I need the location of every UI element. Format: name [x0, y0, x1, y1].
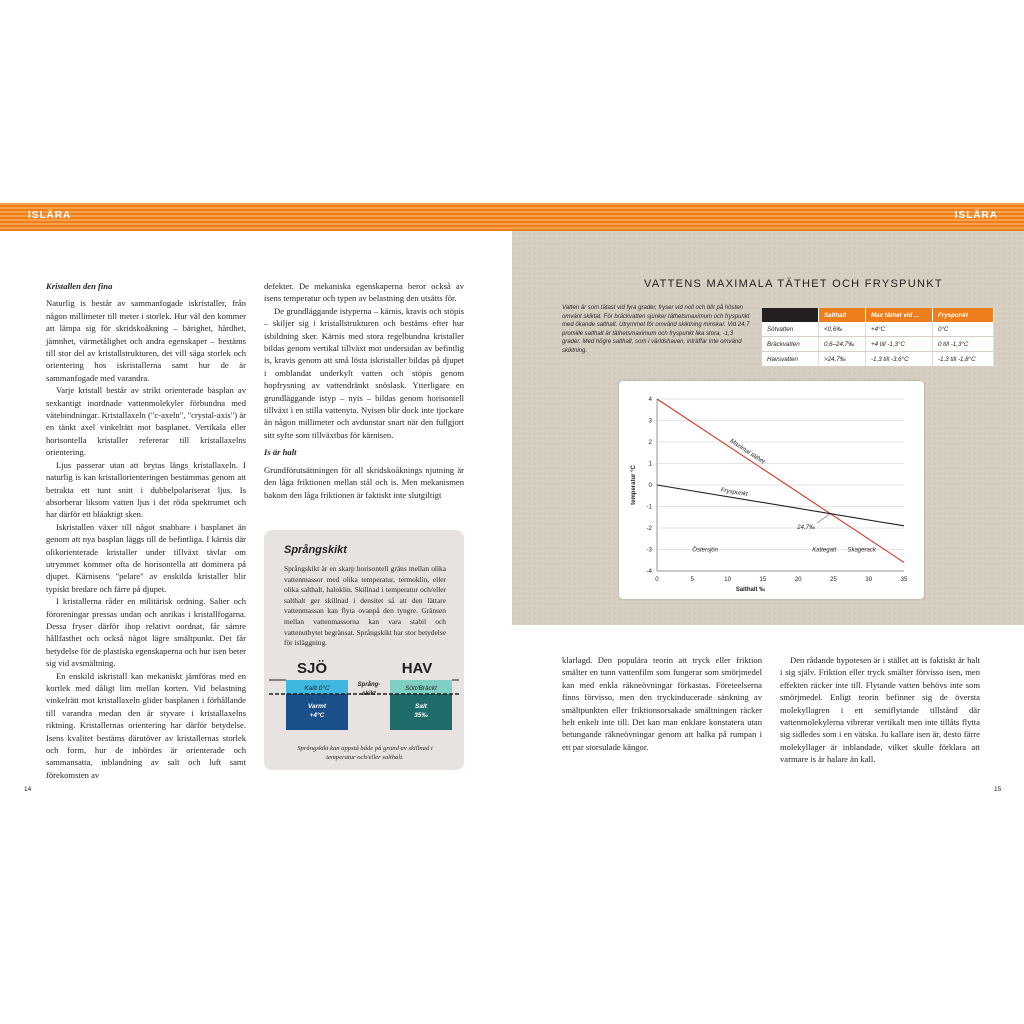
middle-text-2: skikt: [362, 691, 376, 697]
sidebox-caption: Språngskikt kan uppstå både på grund av skillnad i temperatur och/eller salthalt.: [297, 745, 433, 761]
table-header-row: [762, 308, 994, 322]
table-cell: >24,7‰: [819, 352, 866, 367]
paragraph: De grundläggande istyperna – kärnis, kravis och stöpis – skiljer sig i kristallstrukturen och bestäms efter hur isbildning sker. Kärnis med stora regelbundna kristaller bildas genom vertikal tillväxt mot undersidan av befintlig is, kravis genom att små lösta iskristaller bildas på djupet i omblandat underkylt vatten och stöpis genom hopfrysning av vattendränkt snöslask. Ytterligare en grundläggande istyp – nyis – bildas genom horisontell tillväxt i en stilla vattenyta. Nyisen blir dock inte tjockare än någon millimeter och avdunstar snart när den fullgjort sitt syfte som tillväxtbas för kärnisen.: [264, 305, 464, 440]
stratification-illustration: [264, 658, 464, 740]
section-heading: Kristallen den fina: [46, 281, 113, 291]
y-tick-label: -1: [646, 503, 652, 511]
left-column-2: [264, 280, 464, 501]
table-cell: -1,3 till -3,6°C: [866, 352, 933, 367]
x-tick-label: 10: [724, 576, 732, 583]
y-tick-label: 0: [648, 482, 652, 490]
x-tick-label: 25: [829, 576, 837, 583]
chapter-band: [0, 203, 1024, 231]
paragraph: Grundförutsättningen för all skridskoåknings njutning är den låga friktionen mellan stål och is. Men mekanismen bakom den låga friktionen är faktiskt inte slutgiltigt: [264, 464, 464, 500]
y-tick-label: -4: [646, 568, 652, 576]
paragraph: Ljus passerar utan att brytas längs kristallaxeln. I naturlig is kan kristallorienteringen bestämmas genom att betrakta ett tunt snitt i dubbelpolariserat ljus. Is absorberar liksom vatten ljus i det röda spektrumet och har därför ett blåaktigt sken.: [46, 459, 246, 520]
sidebox-title: Språngskikt: [284, 544, 347, 556]
right-column-1: [562, 654, 762, 753]
table-cell: Sötvatten: [762, 322, 819, 337]
y-tick-label: 4: [648, 396, 652, 404]
figure-description: Vatten är som tätast vid fyra grader, fryser vid noll och blir på hösten omvänt skiktat. För bräckvatten sjunker täthetsmaximum och fryspunkt med ökande salthalt. Utrymmet för omvänd skiktning minskar. Vid 24,7 promille salthalt är täthetsmaximum och fryspunkt lika stora, -1,3 grader. Med högre salthalt, som i världshaven, inträffar inte omvänd skiktning.: [562, 305, 750, 354]
left-column-1: [46, 280, 246, 781]
region-label: Skagerack: [847, 547, 876, 554]
middle-text-1: Språng-: [357, 682, 381, 688]
paragraph: Naturlig is består av sammanfogade iskristaller, från någon millimeter till meter i storlek. Hur väl den kommer att lämpa sig för skridskoåkning – bärighet, hårdhet, jämnhet, värmetålighet och andra egenskaper – bestäms till stor del av kristallstrukturen, det vill säga storlek och orientering hos iskristallerna samt hur de är sammanfogade med varandra.: [46, 298, 246, 383]
sidebar-box: [264, 530, 464, 770]
y-tick-label: 3: [648, 417, 652, 425]
table-cell: +4°C: [866, 322, 933, 337]
density-freezing-chart: [619, 381, 924, 599]
table-header-cell: Max täthet vid ...: [866, 308, 933, 322]
region-label: Kattegatt: [812, 547, 837, 554]
region-label: Östersjön: [692, 547, 718, 554]
paragraph: Den rådande hypotesen är i stället att is faktiskt är halt i sig själv. Friktion eller tryck smälter förvisso isen, men effekten räcker inte till. Flytande vatten behövs inte som smörjmedel. Enligt teorin befinner sig de översta molekyllagren i ett semiflytande tillstånd där vattenmolekylerna vibrerar vertikalt men inte tillåts flytta sig sidledes som i en vätska. Ju kallare isen är, desto färre molekyllager är inblandade, vilket skulle förklara att varmare is är halare än kall.: [780, 655, 980, 765]
table-cell: -1,3 till -1,8°C: [933, 352, 994, 367]
sjo-top-text: Kallt 0°C: [304, 685, 330, 692]
chapter-label-right: ISLÄRA: [954, 210, 998, 221]
hav-top-text: Sött/Bräckt: [405, 685, 437, 692]
paragraph: Iskristallen växer till något snabbare i basplanet än genom att nya basplan läggs till de befintliga. I kärnis där olikorienterade kristaller under tillväxt tävlar om utrymmet kommer ofta de horisontella att dominera på djupet. Kärnisens "pelare" av enskilda kristaller blir typiskt bredare och färre på djupet.: [46, 521, 246, 594]
freezing-point-line: [657, 485, 904, 526]
paragraph: En enskild iskristall kan mekaniskt jämföras med en kortlek med dåligt lim mellan korten. Vid belastning vinkelrätt mot kristallaxeln glider basplanen i förhållande till varandra medan den är styvare i kristallaxelns riktning. Kristallernas orientering har därför betydelse. Isens kvalitet bestäms därutöver av kristallernas storlek och form, hur de inbördes är orienterade och sammansatta, inblandning av salt och luft samt förekomsten av: [46, 670, 246, 780]
x-tick-label: 20: [794, 576, 802, 583]
right-column-2: [780, 654, 980, 766]
salinity-table: [762, 308, 994, 367]
table-cell: Bräckvatten: [762, 337, 819, 352]
annotation-leader: [817, 513, 831, 523]
table-cell: Havsvatten: [762, 352, 819, 367]
hav-bottom-text-1: Salt: [415, 703, 427, 710]
paragraph: klarlagd. Den populära teorin att tryck eller friktion smälter en tunn vattenfilm som fungerar som smörjmedel kan med enkla räkneövningar förkastas. Företeelserna finns förvisso, men den tryckinducerade sänkning av smältpunkten eller friktionsorsakade smältningen räcker helt enkelt inte till. Det kan man enklare konstatera utan betungande räkneövningar genom att halka på rumpan i ett par storsulade kängor.: [562, 655, 762, 752]
figure-panel: [512, 231, 1024, 625]
x-tick-label: 5: [690, 576, 695, 583]
table-cell: 0°C: [933, 322, 994, 337]
max-density-line: [657, 399, 904, 562]
table-header-cell: Salthalt: [819, 308, 866, 322]
figure-title: VATTENS MAXIMALA TÄTHET OCH FRYSPUNKT: [644, 278, 943, 290]
table-row: [762, 337, 994, 352]
table-cell: 0 till -1,3°C: [933, 337, 994, 352]
table-header-cell: Fryspunkt: [933, 308, 994, 322]
table-header-cell: [762, 308, 819, 322]
y-axis-label: temperatur °C: [631, 465, 637, 505]
annotation-label: 24,7‰: [797, 524, 815, 531]
table-cell: 0,6–24,7‰: [819, 337, 866, 352]
paragraph: Varje kristall består av strikt orienterade basplan av sexkantigt inordnade vattenmolekyler förbundna med vätebindningar. Kristallaxeln ("c-axeln", "crystal-axis") är en tänkt axel vinkelrätt mot basplanet. Vertikala eller horisontella kristaller refererar till kristallaxelns orientering.: [46, 385, 246, 458]
sjo-label: SJÖ: [296, 660, 328, 677]
x-tick-label: 0: [655, 576, 659, 583]
table-cell: +4 till -1,3°C: [866, 337, 933, 352]
chart-card: [619, 381, 924, 599]
table-row: [762, 352, 994, 367]
section-heading: Is är halt: [264, 447, 297, 458]
y-tick-label: -2: [646, 525, 652, 533]
paragraph: defekter. De mekaniska egenskaperna beror också av isens temperatur och typen av belastning den utsätts för.: [264, 281, 464, 304]
hav-bottom-text-2: 35‰: [414, 712, 428, 719]
paragraph: I kristallerna råder en militärisk ordning. Salter och föroreningar pressas undan och anrikas i kristallfogarna. Dessa fryser därför ihop relativt oordnat, får sämre hållfasthet och också något lägre smältpunkt. Det får betydelse för de plastiska egenskaperna och hur isen beter sig vid avsmältning.: [46, 596, 246, 669]
x-axis-label: Salthalt ‰: [735, 587, 766, 593]
table-cell: <0,6‰: [819, 322, 866, 337]
table-row: [762, 322, 994, 337]
hav-label: HAV: [401, 660, 433, 677]
series-label: Fryspunkt: [720, 486, 749, 498]
chapter-label-left: ISLÄRA: [28, 210, 72, 221]
y-tick-label: 1: [648, 460, 652, 468]
sidebox-text: Språngskikt är en skarp horisontell gräns mellan olika vattenmassor med olika temperatur, termoklin, eller olika salthalt, haloklin. Skillnad i temperatur och/eller salthalt ger skillnad i densitet så att den lättare vattenmassan kan flyta ovanpå den tyngre. Gränsen mellan vattenmassorna kan vara stabil och vattenutbytet begränsat. Språngskikt har stor betydelse för isläggning.: [284, 564, 446, 648]
sjo-bottom-text-1: Varmt: [307, 703, 327, 710]
page-number-right: 15: [994, 786, 1002, 793]
y-tick-label: 2: [648, 439, 652, 447]
x-tick-label: 35: [900, 576, 908, 583]
page-number-left: 14: [24, 786, 32, 793]
y-tick-label: -3: [646, 546, 652, 554]
x-tick-label: 15: [759, 576, 767, 583]
x-tick-label: 30: [865, 576, 873, 583]
series-label: Maximal täthet: [728, 437, 766, 466]
sjo-bottom-text-2: +4°C: [309, 712, 325, 719]
